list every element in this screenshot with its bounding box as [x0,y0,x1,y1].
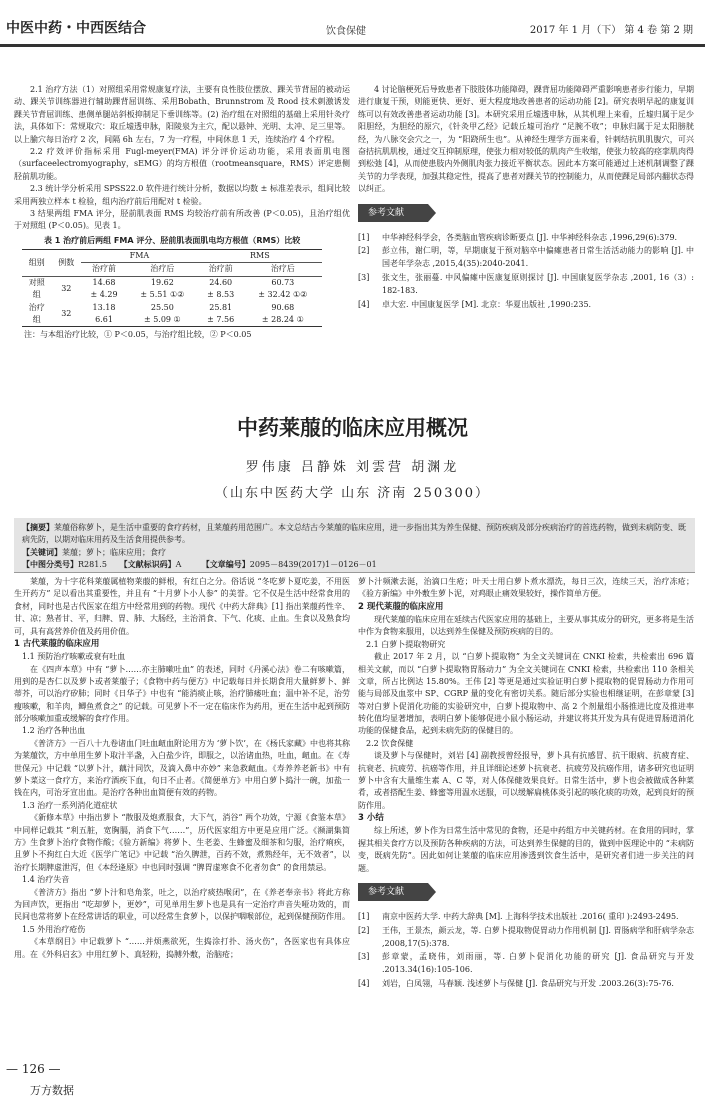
ref-text: 卓大宏. 中国康复医学 [M]. 北京：华夏出版社 ,1990:235. [382,299,592,309]
source-watermark: 万方数据 [30,1084,74,1097]
subsection-heading: 2.1 白萝卜提取物研究 [366,639,446,649]
ref-text: 刘岩，白凤翎，马春颖. 浅述萝卜与保健 [J]. 食品研究与开发 .2003.26(3):75-76. [382,978,674,988]
table-cell: 25.50 [150,302,174,312]
table-cell: 19.62 [150,277,174,287]
paragraph: 综上所述，萝卜作为日常生活中常见的食物，还是中药组方中关键药材。在食用的同时，掌握其相关食疗方以及预防各种疾病的方法，可达到养生保健的目的，做到中医理论中的 “未病防变，既病先防”。因此如何让莱菔的临床应用渗透到饮食生活中，是研究者们进一步关注的问题。 [358,826,694,873]
table-header: FMA [81,250,198,263]
page-number: — 126 — [6,1062,61,1076]
ref-number: [3] [358,952,370,962]
doc-label: 【文献标识码】 [119,560,176,570]
artno-label: 【文章编号】 [201,560,250,570]
issue-info: 2017 年 1 月（下） 第 4 卷 第 2 期 [529,25,693,36]
journal-brand: 中医中药・中西医结合 [6,20,146,37]
table-cell: ± 32.42 ①② [258,290,308,300]
table-cell: ± 5.51 ①② [140,290,185,300]
paragraph: 现代莱菔的临床应用在延续古代医家应用的基础上，主要从事其成分的研究，更多将是生活中作为食物来服用，以达到养生保健及预防疾病的目的。 [358,614,694,637]
clc-label: 【中图分类号】 [22,560,78,570]
ref-number: [2] [358,246,370,256]
abstract-row [22,522,687,547]
ref-text: 彭章蒙，孟晓伟，刘雨丽，等. 白萝卜促消化功能的研究 [J]. 食品研究与开发 .2013.34(16):105-106. [382,952,694,975]
article-authors: 罗伟康 吕静姝 刘雲营 胡渊龙 [245,460,460,475]
table-cell: 32 [61,284,72,294]
keywords-row [22,547,687,559]
ref-text: 南京中医药大学. 中药大辞典 [M]. 上海科学技术出版社 .2016( 重印 ):2493-2495. [382,911,679,921]
top-left-column [14,84,350,342]
table-header: 治疗前 [198,263,244,276]
paragraph: 《普济方》指出 “萝卜汁和皂角浆，吐之，以治疗痰热喉闭”，在《养老奉亲书》将此方称为回声饮，更指出 “吃却萝卜，更妙”，可见单用生萝卜也是具有一定治疗声音失哑功效的，而民间也常将萝卜在经常讲话的职业，可以经常生食萝卜，以保护咽喉部位，起到保健预防作用。 [14,887,350,922]
paragraph: 《普济方》一百八十九卷诸血门吐血衄血附论用方为 ‘萝卜饮’，在《杨氏家藏》中也将其称为莱菔饮，方中单用生萝卜取汁半盏，入白盐少许，即服之，以治诸血热，吐血，衄血。在《寿世保元》中记载 “以萝卜汁，藕汁同饮，及滴入鼻中亦妙” 来急救衄血。《寿养养老新书》中有萝卜菜这一食疗方，来治疗酒疾下血，旬日不止者。《简便单方》中用白萝卜捣汁一碗，加盐一钱在内，可治牙宣出血。是治疗各种出血简便有效的药物。 [14,738,350,798]
table-note: 注：与本组治疗比较，① P＜0.05，与治疗组比较，② P＜0.05 [24,330,252,340]
table-cell: ± 7.56 [207,315,235,325]
reference-item [358,232,694,245]
paragraph: 《本草纲目》中记载萝卜 “……并烦燕欲死，生捣涂打扑、汤火伤”，各医家也有具体应用。在《外科启玄》中用红萝卜、真轻粉，捣膊外敷，治脑疮； [14,937,350,959]
clc-value: R281.5 [78,560,107,570]
table-cell: 6.61 [95,315,113,325]
abstract-rule [14,572,695,573]
section-heading: 1 古代莱菔的临床应用 [14,638,100,649]
abstract-box [14,518,695,572]
subsection-heading: 1.3 治疗一系列消化道症状 [22,800,118,810]
abstract-text: 莱菔俗称萝卜，是生活中重要的食疗药材，且莱菔药用范围广。本文总结古今莱菔的临床应用，进一步指出其为养生保健、预防疾病及部分疾病治疗的首选药物，做到未病防变、既病先防，以期对临床用药及生活食用提供参考。 [22,523,686,545]
table-cell: 14.68 [92,277,116,287]
paragraph: 在《四声本草》中有 “萝卜……亦主肺嗽吐血” 的表述，同时《丹溪心法》卷二有咳嗽篇，用到的是杏仁以及萝卜或者莱菔子；《食物中药与便方》中记载每日并长期食用大量鲜萝卜、鲜蒂芥，可以治疗矽肺；同时《日华子》中也有 “能消痰止咳，治疗肺痿吐血；温中补不足，治劳瘦咳嗽，和羊肉，鲫鱼煮食之” 的记载。可见萝卜不一定在临床作为药用，更在生活中起到预防部分咳嗽加重或缓解的食疗作用。 [14,664,350,724]
doc-value: A [175,560,182,570]
ref-number: [3] [358,272,370,282]
body-left-column [14,576,350,961]
paragraph: 2.1 治疗方法（1）对照组采用常规康复疗法，主要有良性肢位摆放、踝关节背屈的被动运动、踝关节训练器进行辅助踝背屈训练、采用Bobath、Brunnstrom 及 Rood 技术刺激诱发踝关节背屈训练、患侧单腿站斜板抑制足下垂训练等。(2) 治疗组在对照组的基础上采用针灸疗法，具体如下：常规取穴：取丘墟透申脉，阳陵泉为主穴，配以悬钟、光明、太冲、足三里等。以上腧穴每日治疗 2 次，间隔 6h 左右，7 为一疗程，中间休息 1 天，连续治疗 4 个疗程。 [14,85,350,144]
article-affiliation: （山东中医药大学 山东 济南 250300） [214,486,491,501]
table-cell: ± 8.53 [207,290,235,300]
paragraph: 莱菔，为十字花科莱菔属植物莱菔的鲜根，有红白之分。俗话说 “冬吃萝卜夏吃姜，不用医生开药方” 足以看出其重要性，并且有 “十月萝卜小人参” 的美誉。它不仅是生活中经常食用的食材，同时也是古代医家在组方中经常用到的药物。现代《中药大辞典》[1] 指出莱菔药性辛、甘、凉；熟者甘、平，归脾、胃、肺、大肠经，主治消食、下气、化痰、止血。生食以及熟食均可，具有高营养价值及药用价值。 [14,577,350,636]
section-heading: 2 现代莱菔的临床应用 [358,601,444,612]
table-header: 组别 [22,250,52,277]
reference-item [358,951,694,977]
table-header: 例数 [52,250,82,277]
table-caption: 表 1 治疗前后两组 FMA 评分、胫前肌表面肌电均方根值（RMS）比较 [44,235,301,245]
section-name: 饮食保健 [326,26,366,37]
table-cell: 治疗 [28,302,45,312]
table-cell: 25.81 [209,302,233,312]
reference-list [358,232,694,312]
table-header: 治疗后 [244,263,322,276]
table-cell: 组 [32,315,41,325]
subsection-heading: 1.5 外用治疗疮伤 [22,924,86,934]
paragraph: 2.3 统计学分析采用 SPSS22.0 软件进行统计分析，数据以均数 ± 标准差表示，组间比较采用两独立样本 t 检验，组内治疗前后用配对 t 检验。 [14,184,350,206]
paragraph: 3 结果两组 FMA 评分，胫前肌表面 RMS 均较治疗前有所改善 (P＜0.05)，且治疗组优于对照组 (P＜0.05)。见表 1。 [14,208,350,231]
table-cell: ± 4.29 [90,290,118,300]
reference-item [358,299,694,312]
subsection-heading: 1.1 预防治疗咳嗽或衰有吐血 [22,652,126,662]
table-cell: 13.18 [92,302,116,312]
table-row [22,302,322,314]
table-header: 治疗后 [127,263,198,276]
table-row [22,276,322,289]
table-header: 治疗前 [81,263,127,276]
table-header: RMS [198,250,322,263]
results-table [22,249,322,327]
body-right-column [358,576,694,992]
keywords-text: 莱菔；萝卜；临床应用；食疗 [62,547,166,557]
classification-row [22,559,687,571]
ref-text: 彭立伟，谢仁明，等，早期康复于预对脑卒中偏瘫患者日常生活活动能力的影响 [J]. 中国老年学杂志 ,2015,4(35):2040-2041. [382,246,694,269]
article-title: 中药莱菔的临床应用概况 [237,416,468,440]
table-cell: ± 5.09 ① [143,315,181,325]
table-cell: ± 28.24 ① [261,315,304,325]
ref-text: 张文生，张丽蔓. 中风偏瘫中医康复原则探讨 [J]. 中国康复医学杂志 ,2001, 16（3）: 182-183. [382,272,694,295]
paragraph: 4 讨论脑梗死后导致患者下肢肢体功能障碍，踝背屈功能障碍严重影响患者步行能力，早期进行康复干预，则能更快、更好、更大程度地改善患者的运动功能 [2]。研究表明早起的康复训练可以有效改善患者运动功能 [3]。本研究采用丘墟透申脉，从其机理上来看，丘墟归属于足少阳胆经，为胆经的原穴，《针灸甲乙经》记载丘墟可治疗 “足腕不收”；申脉归属于足太阳膀胱经，为八脉交会穴之一，为 “阳跷所生也”。从神经生理学方面来看，针刺结抗肌肌腹穴，可兴奋拮抗肌肌梭，通过交互抑制原理，使张力相对较低的肌肉产生收缩，使张力较高的痉挛肌肉得到松弛 [4]，从而使患肢内外侧肌肉张力接近平衡状态。因此本方案可能通过上述机制调整了踝关节的力学表现，加强其稳定性，提高了患者对踝关节的控制能力，从而使踝足局部内翻状态得以纠正。 [358,85,694,194]
ref-number: [1] [358,232,370,242]
ref-text: 中华神经科学会，各类脑血管疾病诊断要点 [J]. 中华神经科杂志 ,1996,29(6):379. [382,232,678,242]
top-right-column [358,84,694,312]
paragraph: 截止 2017 年 2 月，以 “白萝卜提取物” 为全文关键词在 CNKI 检索，共检索出 696 篇相关文献，而以 “白萝卜提取物胃肠动力” 为全文关键词在 CNKI 检索，共检索出 110 条相关文章，所占比例达 15.80%。王伟 [2] 等更是通过实验证明白萝卜提取物的促胃肠动力作用可能与局部及血浆中 SP、CGRP 量的变化有密切关系。随后部分实验也相继证明，在彭章蒙 [3] 等对白萝卜促消化功能的实验研究中，白萝卜提取物中、高 2 个剂量组小肠推进比度及推进率转化值均显著增加，表明白萝卜能够促进小鼠小肠运动，并建议将其开发为具有促进胃肠道消化功能的保健食品，起到未病先防的保健目的。 [358,652,694,736]
table-cell: 对照 [28,277,45,287]
subsection-heading: 2.2 饮食保健 [366,738,414,748]
keywords-label: 【关键词】 [22,547,62,557]
reference-item [358,245,694,271]
header-rule [0,44,705,47]
artno-value: 2095－8439(2017)1－0126－01 [249,560,377,570]
reference-item [358,911,694,924]
paragraph: 萝卜汁频漱去涎，治滴口生疮；叶天士用白萝卜煮水漂洗，每日三次，连续三天，治疗冻疮；《验方新编》中外敷生萝卜泥，对鸡眼止痛效果较好，操作简单方便。 [358,577,694,599]
ref-number: [4] [358,978,370,988]
table-cell: 组 [32,290,41,300]
paragraph: 《新修本草》中指出萝卜 “散服及炮煮服食，大下气，消谷” 两个功效，宁源《食鉴本草》中同样记载其 “利五脏，宽胸膈，消食下气……”，历代医家组方中更是应用广泛。《濒湖集简方》生食萝卜治疗食物作酸；《验方新编》将萝卜、生老姜、生蜂蜜及细茶和匀服，治疗痢疾，且萝卜不拘红白大近《医学广笔记》中记载 “治久脾泄，百药不效，煮熟经年，无不效者”，以治疗长期脾虚泄泻，但《本经逢原》中也同时强调 “脾胃虚寒食不化者勿食” 的食用禁忌。 [14,813,350,872]
reference-item [358,978,694,991]
ref-number: [1] [358,911,370,921]
reference-item [358,272,694,298]
reference-item [358,925,694,951]
references-heading: 参考文献 [358,883,428,901]
paragraph: 2.2 疗效评价指标采用 Fugl-meyer(FMA) 评分评价运动功能，采用表面肌电图（surfaceelectromyography，sEMG）的均方根值（rootmeansquare，RMS）评定患侧胫前肌功能。 [14,146,350,181]
ref-number: [2] [358,925,370,935]
section-heading: 3 小结 [358,813,384,824]
page-header [0,0,705,42]
reference-list [358,911,694,991]
table-cell: 90.68 [271,302,295,312]
table-cell: 32 [61,308,72,318]
references-heading: 参考文献 [358,204,428,222]
ref-number: [4] [358,299,370,309]
subsection-heading: 1.4 治疗失音 [22,875,70,885]
table-cell: 24.60 [209,277,233,287]
ref-text: 王伟，王景杰，颜云龙，等. 白萝卜提取物促胃动力作用机制 [J]. 胃肠病学和肝病学杂志 ,2008,17(5):378. [382,925,694,948]
table-cell: 60.73 [271,277,295,287]
abstract-label: 【摘要】 [22,523,54,532]
subsection-heading: 1.2 治疗各种出血 [22,726,86,736]
paragraph: 谈及萝卜与保健时，刘岩 [4] 副教授曾经报导，萝卜具有抗感冒、抗干眼病、抗疲育症、抗衰老、抗疲劳、抗癌等作用，并且详细论述萝卜抗衰老、抗疲劳及抗癌作用，诸多研究也证明萝卜中含有大量维生素 A、C 等，对人体保健效果良好。日常生活中，萝卜也会被做成各种菜肴，或者搭配生姜、蜂蜜等用温水送服，可以缓解扁桃体炎引起的咳化痰的功效，起到良好的预防作用。 [358,751,694,810]
